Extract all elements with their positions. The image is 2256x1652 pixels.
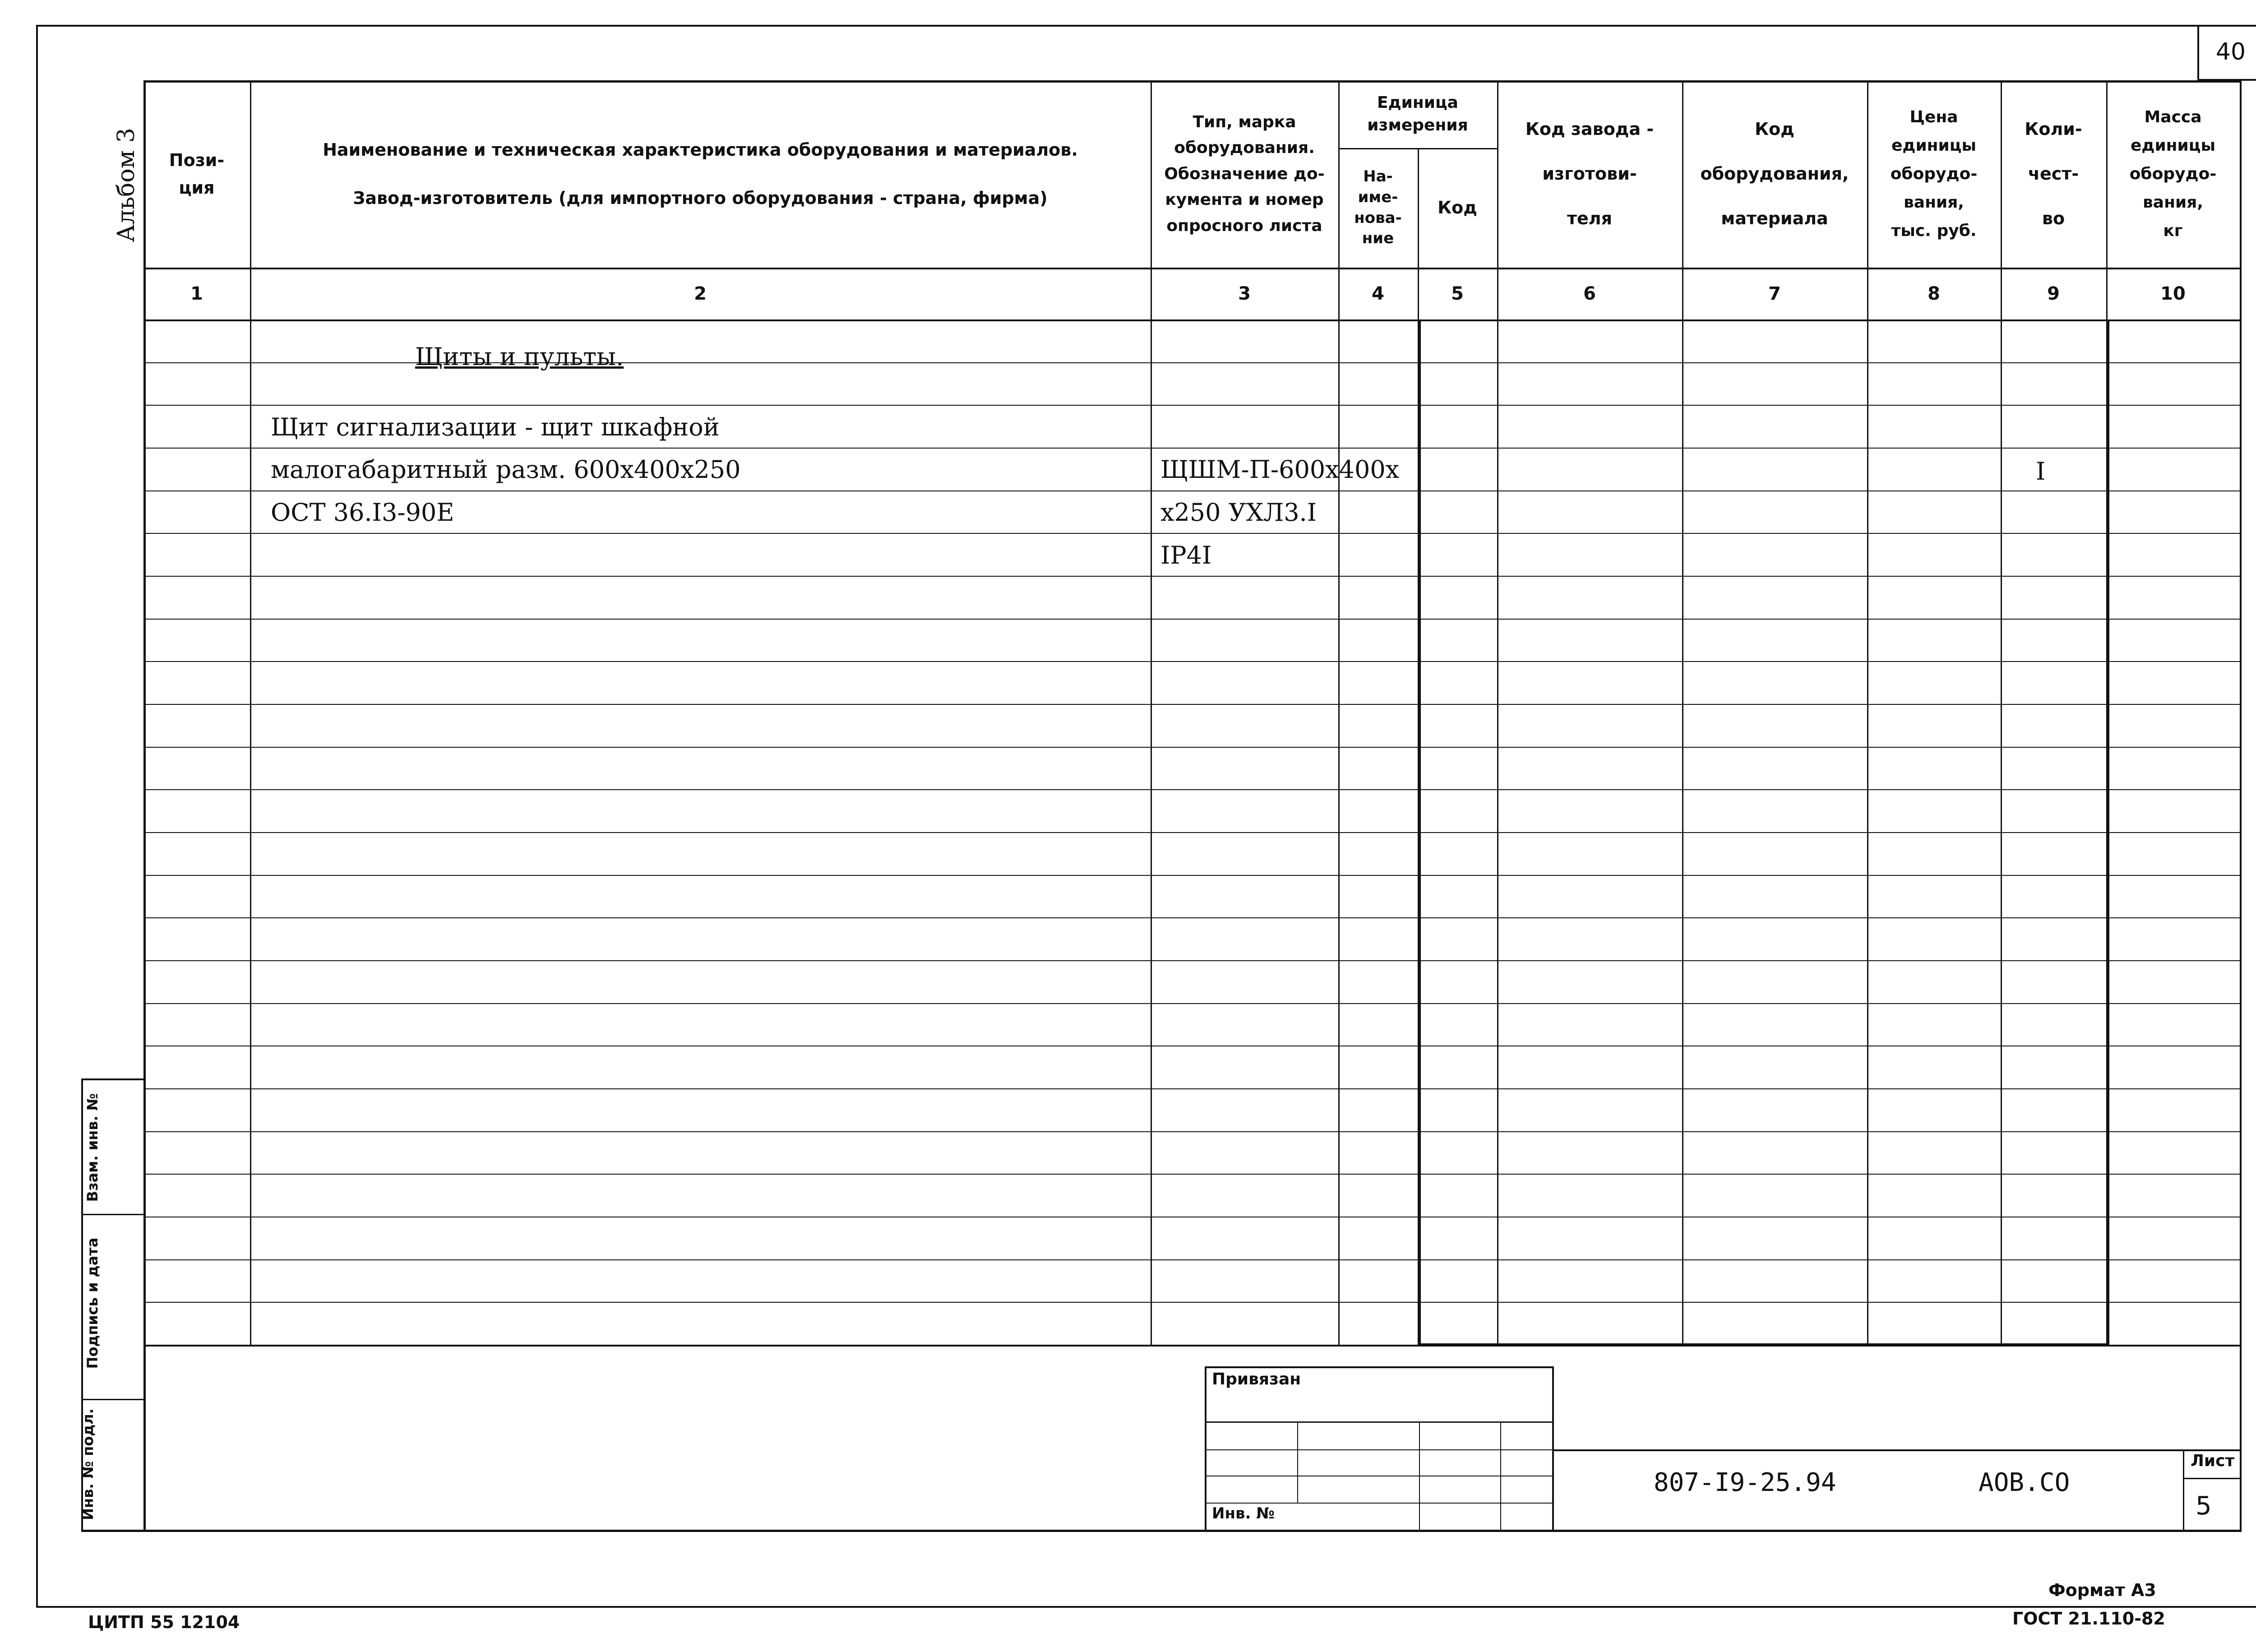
header-unit-group: Единица измерения: [1367, 93, 1468, 134]
print-code: ЦИТП 55 12104: [88, 1612, 240, 1632]
stamp-inv-podl: Инв. № подл.: [79, 1408, 97, 1520]
table-right-border: [2240, 80, 2242, 1530]
header-quantity: Коли- чест- во: [2025, 119, 2082, 228]
header-mass: Масса единицы оборудо- вания, кг: [2129, 108, 2217, 240]
row-line: [143, 1259, 2240, 1260]
row-line: [143, 448, 2240, 449]
colnum-8: 8: [1928, 283, 1940, 304]
stamp-vzam-inv: Взам. инв. №: [84, 1093, 101, 1202]
row-line: [143, 405, 2240, 406]
binding-inv-label: Инв. №: [1212, 1504, 1275, 1522]
body-bold-bottom: [1418, 1343, 2106, 1347]
format-label: Формат А3: [2048, 1580, 2156, 1600]
header-equipment-code: Код оборудования, материала: [1700, 119, 1849, 228]
row-line: [143, 1088, 2240, 1089]
row-line: [143, 704, 2240, 705]
row-line: [143, 917, 2240, 918]
colnum-10: 10: [2160, 283, 2186, 304]
row-line: [143, 1174, 2240, 1175]
colnum-bottom-border: [143, 319, 2240, 321]
row-line: [143, 1302, 2240, 1303]
binding-top: [1205, 1366, 1552, 1368]
colnum-7: 7: [1768, 283, 1781, 304]
row-line: [143, 960, 2240, 961]
row-line: [143, 661, 2240, 662]
header-factory-code: Код завода - изготови- теля: [1525, 119, 1654, 228]
frame-bottom: [81, 1530, 2242, 1532]
titleblock-sheet-divider: [2183, 1478, 2240, 1479]
colnum-3: 3: [1238, 283, 1251, 304]
section-heading: Щиты и пульты.: [415, 342, 624, 371]
header-unit-name: На- име- нова- ние: [1354, 167, 1402, 248]
titleblock-top: [1552, 1449, 2240, 1451]
row-line: [143, 533, 2240, 534]
document-mark: АОВ.СО: [1979, 1468, 2070, 1497]
row-line: [143, 789, 2240, 790]
row-line: [143, 576, 2240, 577]
binding-col: [1297, 1421, 1298, 1503]
row-line: [143, 1003, 2240, 1004]
binding-col: [1500, 1421, 1501, 1530]
row-line: [143, 1131, 2240, 1132]
header-unit-code: Код: [1438, 198, 1477, 218]
row-line: [143, 875, 2240, 876]
standard-label: ГОСТ 21.110-82: [2012, 1609, 2165, 1629]
document-code: 807-I9-25.94: [1654, 1468, 1836, 1497]
binding-right: [1552, 1366, 1554, 1530]
item-quantity: I: [2036, 457, 2046, 486]
sheet-number: 5: [2196, 1491, 2212, 1521]
header-type: Тип, марка оборудования. Обозначение до- кумента и номер опросного листа: [1164, 112, 1325, 235]
header-position: Пози- ция: [169, 150, 225, 198]
item-type: IP4I: [1160, 541, 1212, 569]
stamp-podpis-data: Подпись и дата: [84, 1237, 101, 1369]
album-label: Альбом 3: [113, 128, 140, 242]
colnum-6: 6: [1583, 283, 1596, 304]
colnum-1: 1: [190, 283, 203, 304]
sheet-label: Лист: [2191, 1452, 2235, 1470]
row-line: [143, 832, 2240, 833]
row-line: [143, 747, 2240, 748]
colnum-4: 4: [1372, 283, 1384, 304]
item-type: х250 УХЛ3.I: [1160, 498, 1317, 527]
binding-left: [1205, 1366, 1207, 1530]
item-name: Щит сигнализации - щит шкафной: [271, 412, 720, 441]
item-type: ЩШМ-П-600х400х: [1160, 455, 1400, 484]
header-name: Наименование и техническая характеристика оборудования и материалов. Завод-изготовитель (для импортного оборудования - страна, фирма): [323, 140, 1078, 208]
colnum-9: 9: [2047, 283, 2060, 304]
header-price: Цена единицы оборудо- вания, тыс. руб.: [1890, 108, 1978, 240]
titleblock-sheet-col: [2183, 1449, 2184, 1530]
item-name: малогабаритный разм. 600х400х250: [271, 455, 741, 484]
binding-title: Привязан: [1212, 1370, 1301, 1388]
row-line: [143, 619, 2240, 620]
colnum-5: 5: [1451, 283, 1464, 304]
item-name: ОСТ 36.I3-90Е: [271, 498, 454, 527]
colnum-2: 2: [694, 283, 707, 304]
binding-col: [1419, 1421, 1420, 1530]
page-corner-number: 40: [2215, 38, 2246, 65]
